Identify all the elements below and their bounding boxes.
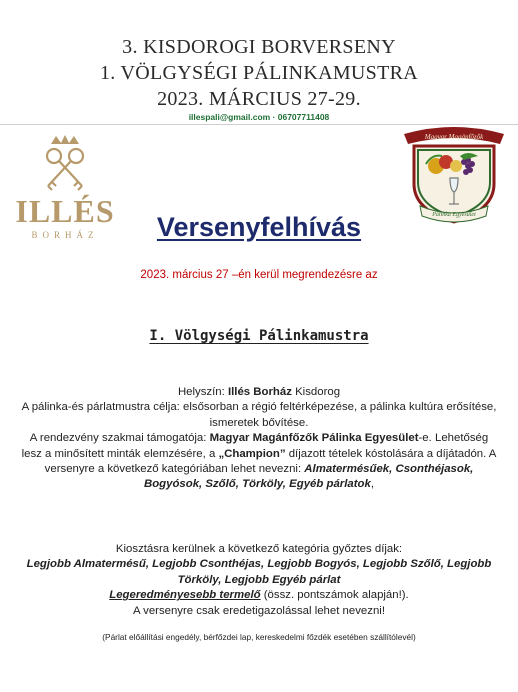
venue-label: Helyszín: <box>177 386 228 398</box>
support-tail: -e. <box>418 432 432 445</box>
egyesulet-ribbon-text: Pálinka Egyesület <box>432 212 476 218</box>
support-organization: Magyar Magánfőzők Pálinka Egyesület <box>209 432 419 445</box>
event-date-heading: 2023. MÁRCIUS 27-29. <box>157 88 361 110</box>
categories-tail: , <box>370 478 374 491</box>
illes-logo-wordmark: ILLÉS <box>15 193 115 229</box>
event-aim: A pálinka-és párlatmustra célja: elsősorban a régió feltérképezése, a pálinka kultúra erősítése, ismeretek bővítése. <box>21 401 497 429</box>
venue-name: Illés Borház <box>227 386 292 398</box>
event-title-line-1: 3. KISDOROGI BORVERSENY <box>122 36 396 58</box>
contact-info: illespali@gmail.com · 06707711408 <box>188 112 330 122</box>
section-subtitle: I. Völgységi Pálinkamustra <box>149 328 369 344</box>
awards-intro: Kiosztásra kerülnek a következő kategória győztes díjak: <box>115 543 403 555</box>
best-producer-award: Legeredményesebb termelő <box>109 589 261 602</box>
egyesulet-banner-text: Magyar Magánfőzők <box>424 133 484 141</box>
event-title-line-2: 1. VÖLGYSÉGI PÁLINKAMUSTRA <box>100 62 418 84</box>
event-date-line: 2023. március 27 –én kerül megrendezésre az <box>140 269 378 281</box>
award-list: Legjobb Almatermésű, Legjobb Csonthéjas, Legjobb Bogyós, Legjobb Szőlő, Legjobb Törköly, Legjobb Egyéb párlat <box>26 558 492 586</box>
page-title: Versenyfelhívás <box>156 212 362 242</box>
entry-categories: Almatermésűek, Csonthéjasok, Bogyósok, Szőlő, Törköly, Egyéb párlatok <box>144 463 474 491</box>
document-requirements-note: (Párlat előállítási engedély, bérfőzdei lap, kereskedelmi főzdék esetében szállítólevél) <box>102 632 416 642</box>
event-details-paragraph <box>20 385 498 493</box>
support-label: A rendezvény szakmai támogatója: <box>29 432 210 445</box>
evaluation-end: díjazott tételek kóstolására a díjátadón. A versenyre a következő kategóriában lehet nevezni: <box>44 447 497 476</box>
venue-town: Kisdorog <box>291 386 341 398</box>
entry-requirement: A versenyre csak eredetigazolással lehet nevezni! <box>132 604 385 617</box>
crossed-keys-icon <box>47 135 83 190</box>
best-producer-note: (össz. pontszámok alapján!). <box>260 589 409 602</box>
champion-label: „Champion” <box>218 447 286 460</box>
awards-paragraph <box>20 542 498 619</box>
evaluation-start: Lehetőség lesz a minősített minták elemzésére, a <box>21 432 489 460</box>
borhaz-logo-subtitle: BORHÁZ <box>31 230 99 240</box>
